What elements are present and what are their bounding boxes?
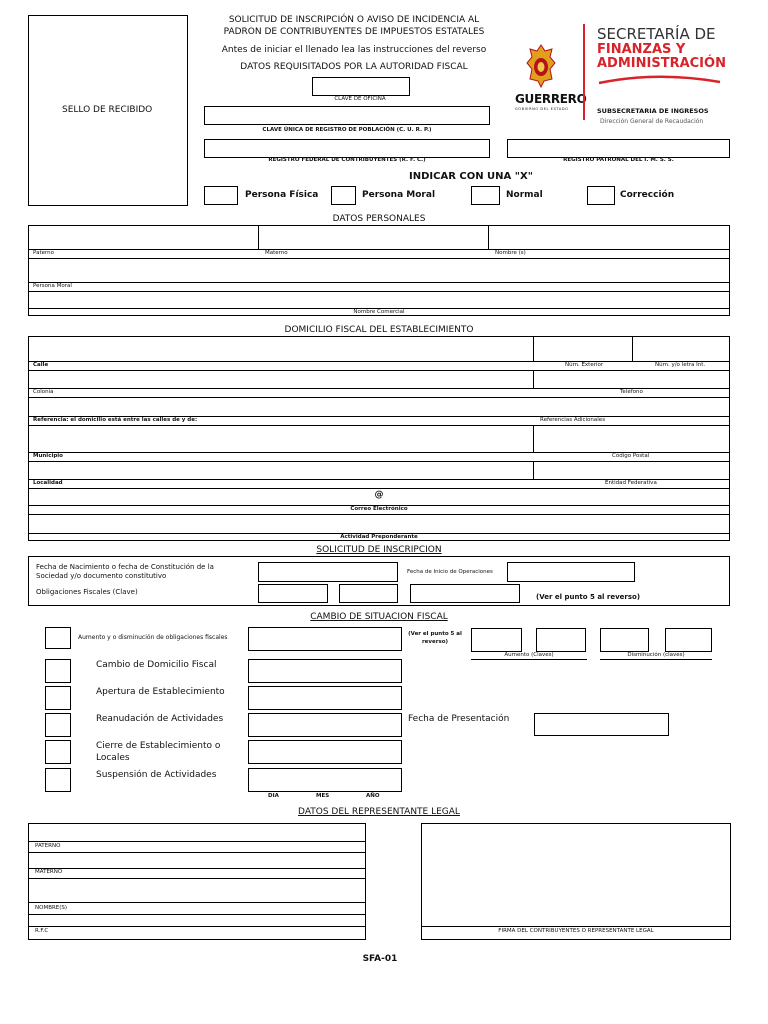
mes-label: MES xyxy=(316,793,330,799)
calle-field[interactable] xyxy=(29,337,532,360)
nombre-field[interactable] xyxy=(489,226,729,248)
guerrero-wordmark: GUERRERO xyxy=(515,92,587,106)
aumento-clave-field-2[interactable] xyxy=(536,628,586,652)
persona-fisica-checkbox[interactable] xyxy=(204,186,238,205)
inicio-operaciones-field[interactable] xyxy=(507,562,635,582)
divider xyxy=(28,282,730,283)
referencia-label: Referencia: el domicilio está entre las calles de y de: xyxy=(33,417,198,423)
num-interior-field[interactable] xyxy=(633,337,729,360)
reanudacion-checkbox[interactable] xyxy=(45,713,71,737)
divider xyxy=(28,841,366,842)
disminucion-claves-label: Disminución (claves) xyxy=(627,652,685,658)
cierre-checkbox[interactable] xyxy=(45,740,71,764)
cp-label: Código Postal xyxy=(612,453,650,459)
ver-punto5-line2: reverso) xyxy=(421,639,449,645)
inscripcion-title: SOLICITUD DE INSCRIPCION xyxy=(316,545,442,555)
suspension-field[interactable] xyxy=(248,768,402,792)
normal-label: Normal xyxy=(506,190,543,200)
cierre-label-line2: Locales xyxy=(96,753,130,763)
clave-oficina-field[interactable] xyxy=(312,77,410,96)
localidad-field[interactable] xyxy=(29,462,532,478)
cierre-field[interactable] xyxy=(248,740,402,764)
referencia-field[interactable] xyxy=(29,398,729,415)
aumento-field[interactable] xyxy=(248,627,402,651)
divider xyxy=(28,902,366,903)
nombre-comercial-label: Nombre Comercial xyxy=(353,309,405,315)
inicio-operaciones-label: Fecha de Inicio de Operaciones xyxy=(407,569,493,575)
imss-label: REGISTRO PATRONAL DEL I. M. S. S. xyxy=(563,157,674,163)
disminucion-clave-field-1[interactable] xyxy=(600,628,649,652)
actividad-label: Actividad Preponderante xyxy=(340,534,418,540)
num-interior-label: Núm. y/o letra Int. xyxy=(655,362,706,368)
firma-box[interactable] xyxy=(421,823,731,940)
colonia-label: Colonia xyxy=(33,389,54,395)
num-exterior-label: Núm. Exterior xyxy=(565,362,604,368)
representante-title: DATOS DEL REPRESENTANTE LEGAL xyxy=(298,807,460,817)
num-exterior-field[interactable] xyxy=(534,337,631,360)
imss-field[interactable] xyxy=(507,139,730,158)
nombre-comercial-field[interactable] xyxy=(29,292,729,307)
correccion-checkbox[interactable] xyxy=(587,186,615,205)
guerrero-subtitle: GOBIERNO DEL ESTADO xyxy=(515,107,569,111)
correccion-label: Corrección xyxy=(620,190,675,200)
ref-adicionales-label: Referencias Adicionales xyxy=(540,417,606,423)
ano-label: AÑO xyxy=(366,793,380,799)
municipio-field[interactable] xyxy=(29,426,532,451)
form-title-line2: PADRON DE CONTRIBUYENTES DE IMPUESTOS ESTATALES xyxy=(223,27,485,37)
obligaciones-label: Obligaciones Fiscales (Clave) xyxy=(36,588,138,596)
form-title-line1: SOLICITUD DE INSCRIPCIÓN O AVISO DE INCIDENCIA AL xyxy=(228,15,480,25)
indicar-title: INDICAR CON UNA "X" xyxy=(409,171,533,182)
cambio-domicilio-field[interactable] xyxy=(248,659,402,683)
at-sign-icon: @ xyxy=(374,490,384,500)
obligaciones-field-2[interactable] xyxy=(339,584,398,603)
municipio-label: Municipio xyxy=(33,453,63,459)
stamp-label: SELLO DE RECIBIDO xyxy=(62,105,153,115)
subsecretaria-text: SUBSECRETARIA DE INGRESOS xyxy=(597,107,709,115)
rep-nombre-label: NOMBRE(S) xyxy=(35,905,68,911)
paterno-field[interactable] xyxy=(29,226,257,248)
clave-oficina-label: CLAVE DE OFICINA xyxy=(334,96,386,102)
domicilio-checkbox[interactable] xyxy=(45,659,71,683)
persona-moral-label: Persona Moral xyxy=(362,190,436,200)
apertura-field[interactable] xyxy=(248,686,402,710)
ver-punto5-text: (Ver el punto 5 al reverso) xyxy=(536,593,641,601)
secretaria-line3: ADMINISTRACIÓN xyxy=(597,56,726,71)
aumento-claves-label: Aumento (Claves) xyxy=(504,652,554,658)
reanudacion-field[interactable] xyxy=(248,713,402,737)
curp-field[interactable] xyxy=(204,106,490,125)
nacimiento-label-line2: Sociedad y/o documento constitutivo xyxy=(36,572,167,580)
rep-nombre-field[interactable] xyxy=(29,879,365,901)
cambio-title: CAMBIO DE SITUACION FISCAL xyxy=(310,612,448,622)
persona-moral-checkbox[interactable] xyxy=(331,186,356,205)
guerrero-crest-icon xyxy=(526,43,556,89)
nombre-label: Nombre (s) xyxy=(495,250,526,256)
reanudacion-label: Reanudación de Actividades xyxy=(96,714,224,724)
divider xyxy=(28,926,366,927)
datos-personales-title: DATOS PERSONALES xyxy=(332,214,426,224)
persona-moral-field[interactable] xyxy=(29,259,729,281)
ref-adicionales-field[interactable] xyxy=(534,426,729,451)
suspension-label: Suspensión de Actividades xyxy=(96,770,217,780)
rep-rfc-field[interactable] xyxy=(29,915,365,925)
aumento-checkbox[interactable] xyxy=(45,627,71,649)
cambio-domicilio-label: Cambio de Domicilio Fiscal xyxy=(96,660,217,670)
paterno-label: Paterno xyxy=(33,250,54,256)
disminucion-clave-field-2[interactable] xyxy=(665,628,712,652)
nacimiento-field[interactable] xyxy=(258,562,398,582)
dia-label: DIA xyxy=(268,793,279,799)
rep-rfc-label: R.F.C xyxy=(35,928,49,934)
domicilio-title: DOMICILIO FISCAL DEL ESTABLECIMIENTO xyxy=(284,325,474,335)
logo-divider xyxy=(583,24,585,120)
divider xyxy=(471,659,587,660)
authority-text: DATOS REQUISITADOS POR LA AUTORIDAD FISCAL xyxy=(240,62,468,72)
materno-label: Materno xyxy=(265,250,288,256)
divider xyxy=(28,249,730,250)
cierre-label-line1: Cierre de Establecimiento o xyxy=(96,741,221,751)
divider xyxy=(28,361,730,362)
firma-label: FIRMA DEL CONTRIBUYENTES O REPRESENTANTE LEGAL xyxy=(498,928,654,934)
rfc-label: REGISTRO FEDERAL DE CONTRIBUYENTES (R. F. C.) xyxy=(268,157,426,163)
telefono-field[interactable] xyxy=(534,371,729,387)
obligaciones-field-1[interactable] xyxy=(258,584,328,603)
rep-materno-label: MATERNO xyxy=(35,869,63,875)
divider xyxy=(421,926,731,927)
divider xyxy=(28,868,366,869)
fecha-presentacion-label: Fecha de Presentación xyxy=(408,714,510,724)
secretaria-line2: FINANZAS Y xyxy=(597,42,686,57)
obligaciones-field-3[interactable] xyxy=(410,584,520,603)
instructions-text: Antes de iniciar el llenado lea las instrucciones del reverso xyxy=(221,45,487,55)
rep-paterno-field[interactable] xyxy=(29,824,365,840)
rfc-field[interactable] xyxy=(204,139,490,158)
telefono-label: Teléfono xyxy=(620,389,643,395)
divider xyxy=(600,659,712,660)
localidad-label: Localidad xyxy=(33,480,63,486)
secretaria-line1: SECRETARÍA DE xyxy=(597,25,716,43)
cp-field[interactable] xyxy=(534,462,729,478)
ver-punto5-line1: (Ver el punto 5 al xyxy=(408,631,462,637)
actividad-field[interactable] xyxy=(29,515,729,532)
calle-label: Calle xyxy=(33,362,49,368)
logo-swoosh-icon xyxy=(597,72,722,86)
rep-paterno-label: PATERNO xyxy=(35,843,61,849)
curp-label: CLAVE ÚNICA DE REGISTRO DE POBLACIÓN (C. U. R. P.) xyxy=(262,127,432,133)
apertura-label: Apertura de Establecimiento xyxy=(96,687,225,697)
aumento-clave-field-1[interactable] xyxy=(471,628,522,652)
rep-materno-field[interactable] xyxy=(29,853,365,867)
colonia-field[interactable] xyxy=(29,371,532,387)
direccion-text: Dirección General de Recaudación xyxy=(600,118,704,125)
suspension-checkbox[interactable] xyxy=(45,768,71,792)
form-code: SFA-01 xyxy=(362,954,398,964)
apertura-checkbox[interactable] xyxy=(45,686,71,710)
persona-fisica-label: Persona Física xyxy=(245,190,319,200)
entidad-label: Entidad Federativa xyxy=(605,480,657,486)
correo-label: Correo Electrónico xyxy=(350,506,408,512)
nacimiento-label-line1: Fecha de Nacimiento o fecha de Constitución de la xyxy=(36,563,214,571)
fecha-presentacion-field[interactable] xyxy=(534,713,669,736)
materno-field[interactable] xyxy=(259,226,487,248)
normal-checkbox[interactable] xyxy=(471,186,500,205)
persona-moral-field-label: Persona Moral xyxy=(33,283,72,289)
aumento-label: Aumento y o disminución de obligaciones fiscales xyxy=(78,634,228,641)
